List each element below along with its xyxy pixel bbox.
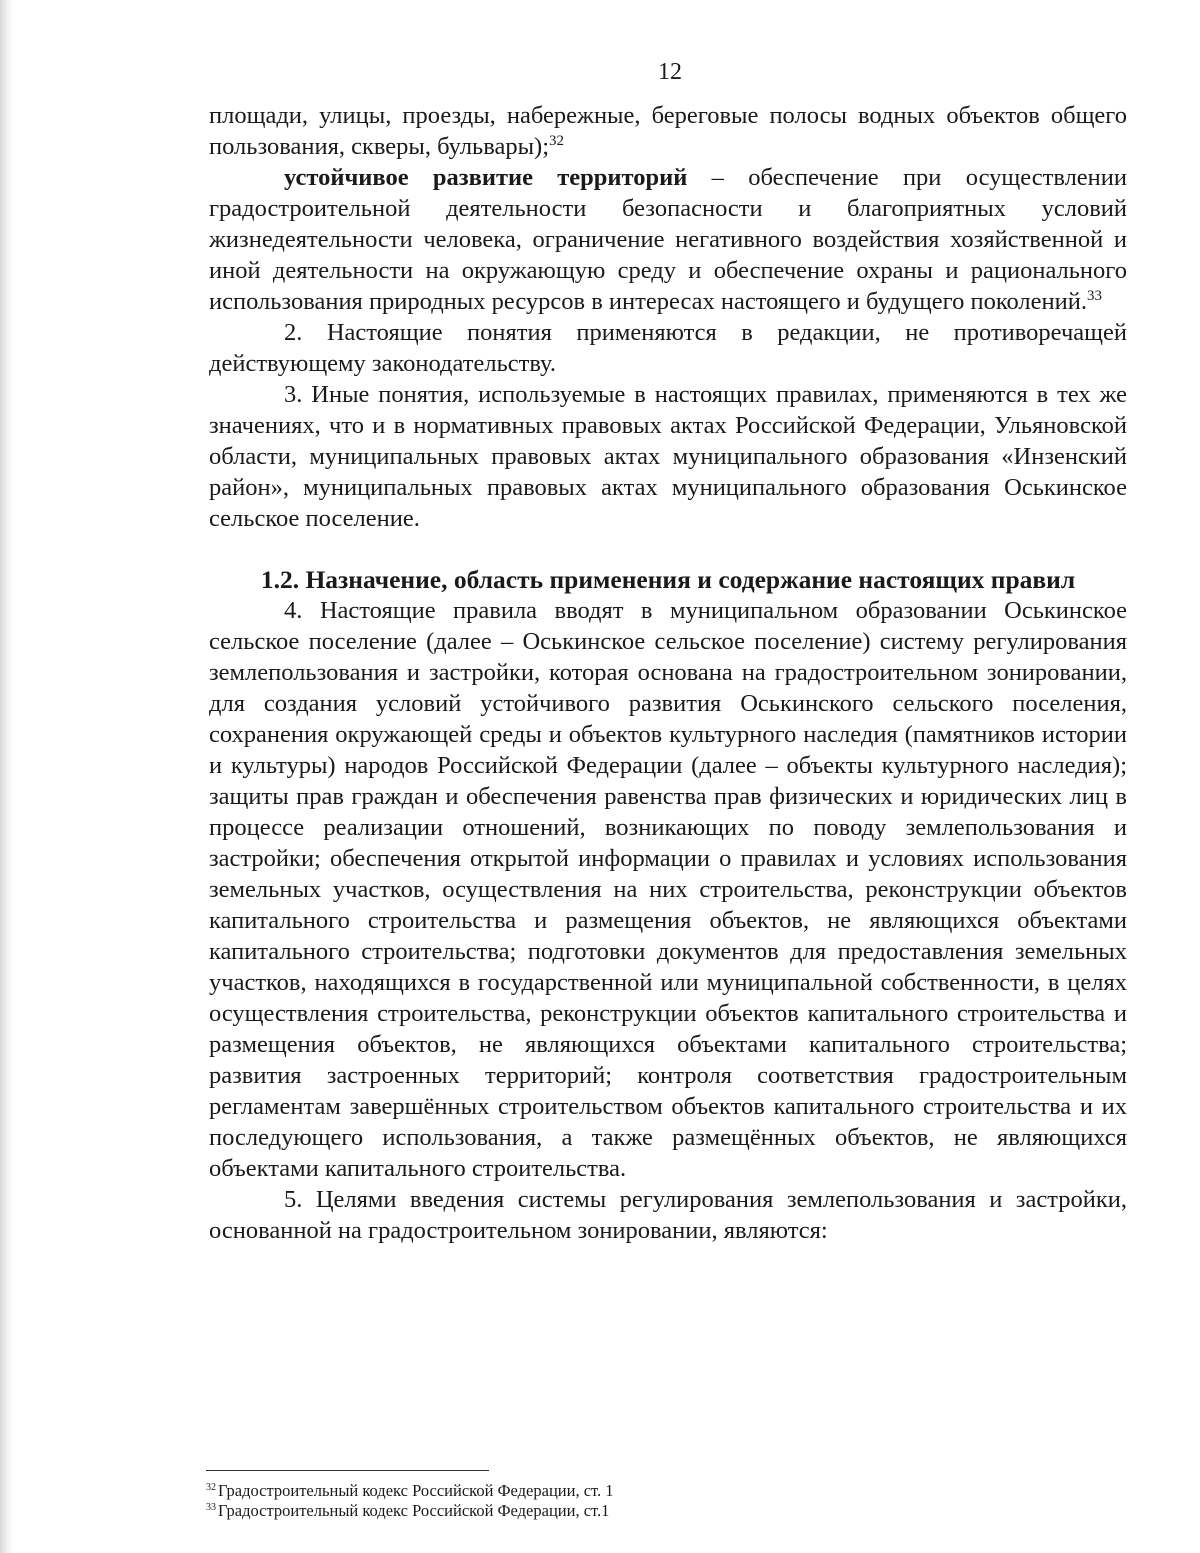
paragraph-item-5: 5. Целями введения системы регулирования землепользования и застройки, основанной на градостроительном зонировании, являются: <box>209 1186 1127 1244</box>
scan-edge-shadow <box>0 0 14 1553</box>
paragraph-item-2: 2. Настоящие понятия применяются в редакции, не противоречащей действующему законодательству. <box>209 319 1127 377</box>
footnote-text: Градостроительный кодекс Российской Федерации, ст. 1 <box>218 1481 614 1500</box>
footnote-number: 32 <box>206 1482 216 1493</box>
footnote-text: Градостроительный кодекс Российской Федерации, ст.1 <box>218 1501 610 1520</box>
paragraph-continuation <box>209 100 1127 162</box>
paragraph-text: площади, улицы, проезды, набережные, береговые полосы водных объектов общего пользования, скверы, бульвары); <box>209 102 1127 160</box>
footnote-reference: 33 <box>1086 288 1102 304</box>
paragraph-definition <box>209 162 1127 317</box>
page-number: 12 <box>658 59 682 85</box>
footnote-item <box>206 1481 1006 1501</box>
paragraph-item-3: 3. Иные понятия, используемые в настоящих правилах, применяются в тех же значениях, что и в нормативных правовых актах Российской Федерации, Ульяновской области, муниципальных правовых актах муниципального образования «Инзенский район», муниципальных правовых актах муниципального образования Оськинское сельское поселение. <box>209 381 1127 532</box>
section-heading: 1.2. Назначение, область применения и содержание настоящих правил <box>260 565 1076 594</box>
definition-text: – обеспечение при осуществлении градостроительной деятельности безопасности и благоприятных условий жизнедеятельности человека, ограничение негативного воздействия хозяйственной и иной деятельности на окружающую среду и обеспечение охраны и рационального использования природных ресурсов в интересах настоящего и будущего поколений. <box>209 164 1127 315</box>
footnote-number: 33 <box>206 1502 216 1513</box>
footnotes <box>206 1481 1006 1521</box>
defined-term: устойчивое развитие территорий <box>284 164 688 191</box>
footnote-item <box>206 1501 1006 1521</box>
paragraph-item-4: 4. Настоящие правила вводят в муниципальном образовании Оськинское сельское поселение (далее – Оськинское сельское поселение) систему регулирования землепользования и застройки, которая основана на градостроительном зонировании, для создания условий устойчивого развития Оськинского сельского поселения, сохранения окружающей среды и объектов культурного наследия (памятников истории и культуры) народов Российской Федерации (далее – объекты культурного наследия); защиты прав граждан и обеспечения равенства прав физических и юридических лиц в процессе реализации отношений, возникающих по поводу землепользования и застройки; обеспечения открытой информации о правилах и условиях использования земельных участков, осуществления на них строительства, реконструкции объектов капитального строительства и размещения объектов, не являющихся объектами капитального строительства; подготовки документов для предоставления земельных участков, находящихся в государственной или муниципальной собственности, в целях осуществления строительства, реконструкции объектов капитального строительства и размещения объектов, не являющихся объектами капитального строительства; развития застроенных территорий; контроля соответствия градостроительным регламентам завершённых строительством объектов капитального строительства и их последующего использования, а также размещённых объектов, не являющихся объектами капитального строительства. <box>209 597 1127 1182</box>
document-body <box>209 100 1127 1246</box>
footnote-separator <box>206 1470 489 1471</box>
footnote-reference: 32 <box>549 133 565 149</box>
